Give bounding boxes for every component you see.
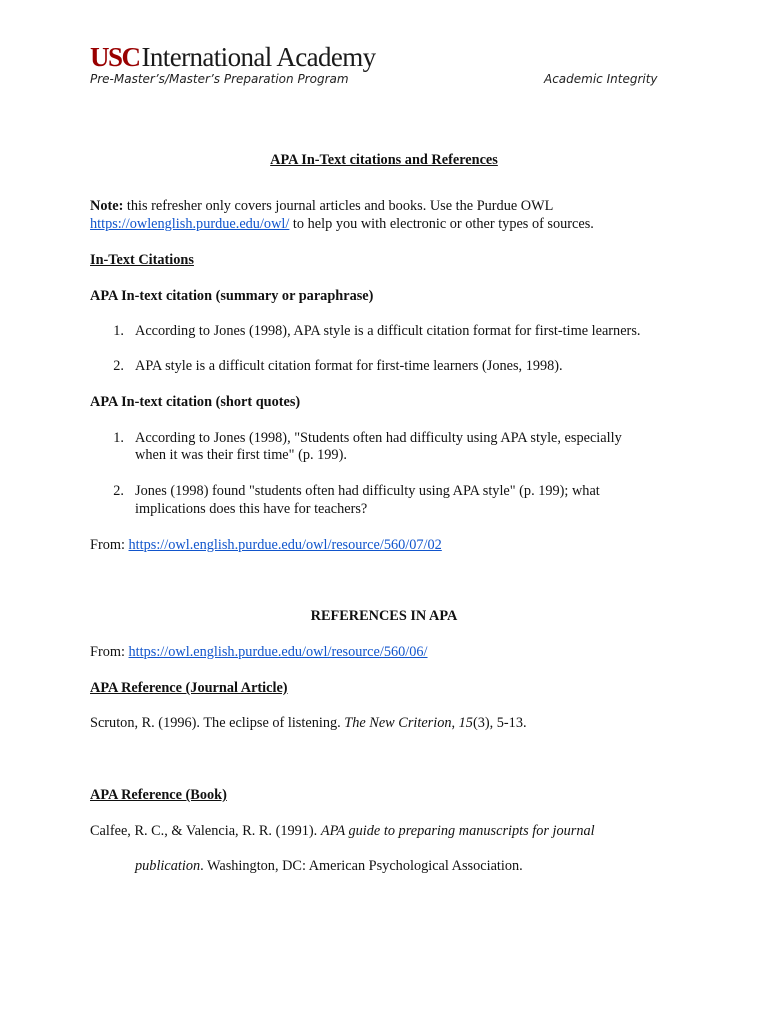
list-number: 1. bbox=[113, 323, 124, 339]
list-item: APA style is a difficult citation format for first-time learners (Jones, 1998). bbox=[135, 358, 563, 374]
list-item-line: implications does this have for teachers? bbox=[135, 501, 368, 517]
book-reference-line-1 bbox=[90, 822, 595, 840]
list-item-line: According to Jones (1998), "Students often had difficulty using APA style, especially bbox=[135, 430, 622, 446]
owl-intext-source-link[interactable]: https://owl.english.purdue.edu/owl/resource/560/07/02 bbox=[128, 537, 442, 553]
section-name: Academic Integrity bbox=[544, 72, 658, 86]
book-title: publication bbox=[135, 858, 201, 874]
list-item-line: when it was their first time" (p. 199). bbox=[135, 447, 347, 463]
ref-text: , bbox=[451, 715, 459, 731]
from-label: From: bbox=[90, 537, 129, 553]
note-tail: to help you with electronic or other types of sources. bbox=[289, 216, 594, 232]
list-number: 2. bbox=[113, 483, 124, 499]
document-title: APA In-Text citations and References bbox=[270, 152, 498, 168]
note-label: Note: bbox=[90, 198, 124, 214]
ref-text: Calfee, R. C., & Valencia, R. R. (1991). bbox=[90, 823, 321, 839]
journal-name: The New Criterion bbox=[344, 715, 452, 731]
program-name: Pre-Master’s/Master’s Preparation Program bbox=[90, 72, 349, 86]
ref-text: . Washington, DC: American Psychological Association. bbox=[200, 858, 523, 874]
note-line-1 bbox=[90, 197, 553, 215]
book-title: APA guide to preparing manuscripts for journal bbox=[320, 823, 595, 839]
journal-reference-heading: APA Reference (Journal Article) bbox=[90, 680, 288, 696]
references-heading: REFERENCES IN APA bbox=[310, 608, 458, 624]
source-line-1 bbox=[90, 536, 442, 554]
ref-text: (3), 5-13. bbox=[472, 715, 527, 731]
owl-references-source-link[interactable]: https://owl.english.purdue.edu/owl/resource/560/06/ bbox=[128, 644, 428, 660]
note-line-2 bbox=[90, 215, 594, 233]
intext-citations-heading: In-Text Citations bbox=[90, 252, 194, 268]
purdue-owl-link[interactable]: https://owlenglish.purdue.edu/owl/ bbox=[90, 216, 290, 232]
list-number: 1. bbox=[113, 430, 124, 446]
journal-reference bbox=[90, 714, 527, 732]
short-quotes-heading: APA In-text citation (short quotes) bbox=[90, 394, 301, 410]
logo-academy-text: International Academy bbox=[141, 42, 376, 72]
from-label: From: bbox=[90, 644, 129, 660]
book-reference-heading: APA Reference (Book) bbox=[90, 787, 227, 803]
list-item: According to Jones (1998), APA style is a difficult citation format for first-time learners. bbox=[135, 323, 641, 339]
paraphrase-heading: APA In-text citation (summary or paraphrase) bbox=[90, 288, 374, 304]
ref-text: Scruton, R. (1996). The eclipse of listening. bbox=[90, 715, 345, 731]
logo-usc-text: USC bbox=[90, 42, 140, 72]
journal-volume: 15 bbox=[458, 715, 473, 731]
note-text: this refresher only covers journal articles and books. Use the Purdue OWL bbox=[123, 198, 554, 214]
usc-international-academy-logo bbox=[90, 40, 376, 74]
list-number: 2. bbox=[113, 358, 124, 374]
list-item-line: Jones (1998) found "students often had difficulty using APA style" (p. 199); what bbox=[135, 483, 600, 499]
book-reference-line-2 bbox=[135, 857, 523, 875]
source-line-2 bbox=[90, 643, 428, 661]
